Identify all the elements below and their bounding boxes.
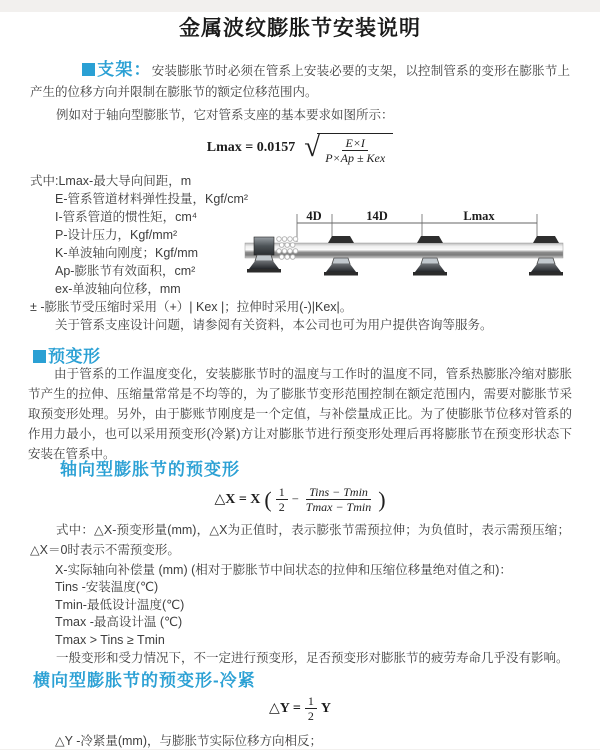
close-paren: ) bbox=[378, 486, 386, 512]
supports-intro-text: 安装膨胀节时必须在管系上安装必要的支架，以控制管系的变形在膨胀节上产生的位移方向并限制在膨胀节的额定位移范围内。 bbox=[30, 64, 570, 99]
formula-lmax-denominator: P×Ap ± Kex bbox=[325, 151, 386, 166]
formula-lmax-lhs: Lmax = 0.0157 bbox=[206, 139, 296, 155]
definition-line: 关于管系支座设计问题，请参阅有关资料，本公司也可为用户提供咨询等服务。 bbox=[55, 317, 493, 332]
formula-dx-lhs: △X = X bbox=[214, 492, 261, 508]
radical-sign-icon: √ bbox=[304, 131, 321, 163]
definition-line: Tmax -最高设计温 (℃) bbox=[55, 615, 183, 630]
section-bullet-icon bbox=[33, 350, 46, 363]
definition-line: I-管系管道的惯性矩，cm⁴ bbox=[55, 209, 198, 224]
page-title: 金属波纹膨胀节安装说明 bbox=[179, 17, 421, 40]
axial-explain-text: 式中：△X-预变形量(mm)，△X为正值时，表示膨张节需预拉伸；为负值时，表示需预压缩；△X＝0时表示不需预变形。 bbox=[30, 522, 570, 557]
definition-line: Tins -安装温度(℃) bbox=[55, 580, 159, 595]
frac-half-num: 1 bbox=[305, 694, 317, 709]
frac-half-num: 1 bbox=[276, 485, 288, 500]
dim-label-lmax: Lmax bbox=[463, 209, 495, 223]
frac-temp-den: Tmax − Tmin bbox=[305, 500, 372, 515]
formula-lmax bbox=[0, 130, 600, 166]
formula-dy-lhs: △Y = bbox=[269, 701, 301, 717]
document-page bbox=[0, 12, 600, 749]
radical-root bbox=[304, 130, 393, 166]
section-predeform bbox=[33, 342, 600, 364]
open-paren: ( bbox=[264, 486, 272, 512]
formula-dy-rhs: Y bbox=[320, 700, 331, 716]
minus-sign: − bbox=[291, 492, 299, 507]
formula-delta-x bbox=[0, 482, 600, 518]
definition-line: 式中:Lmax-最大导向间距，m bbox=[30, 173, 192, 188]
subheading-axial-predeform: 轴向型膨胀节的预变形 bbox=[60, 459, 240, 479]
definition-line: Ap-膨胀节有效面积，cm² bbox=[55, 263, 196, 278]
section-bullet-icon bbox=[82, 63, 95, 76]
definition-line: E-管系管道材料弹性投量，Kgf/cm² bbox=[55, 191, 249, 206]
formula-delta-y bbox=[0, 693, 600, 725]
supports-paragraph bbox=[30, 59, 570, 103]
predeform-paragraph: 由于管系的工作温度变化，安装膨胀节时的温度与工作时的温度不同，管系热膨胀冷缩对膨胀节产生的拉伸、压缩量常常是不均等的，为了膨胀节变形范围控制在额定范围内，需要对膨胀节采取预变形处理。另外，由于膨账节刚度是一个定值，与补偿量成正比。为了使膨胀节位移对管系的作用力最小，也可以采用预变形(冷紧)方让对膨胀节进行预变形处理后再将膨胀节在预变形状态下安装在管系中。 bbox=[28, 366, 572, 461]
axial-definitions bbox=[0, 562, 600, 650]
formula-lmax-numerator: E×I bbox=[342, 136, 367, 151]
definition-line: Tmax > Tins ≥ Tmin bbox=[55, 632, 165, 647]
definition-line: P-设计压力，Kgf/mm² bbox=[55, 227, 178, 242]
subheading-lateral-predeform: 横向型膨胀节的预变形-冷紧 bbox=[33, 670, 256, 690]
axial-note-text: 一般变形和受力情况下，不一定进行预变形，足否预变形对膨胀节的疲劳寿命几乎没有影响。 bbox=[56, 651, 569, 666]
lateral-note-text: △Y -冷紧量(mm)，与膨胀节实际位移方向相反； bbox=[55, 733, 323, 748]
frac-temp-num: Tins − Tmin bbox=[306, 485, 371, 500]
dim-label-14d: 14D bbox=[366, 209, 388, 223]
frac-half-den: 2 bbox=[307, 709, 314, 724]
definition-line: X-实际轴向补偿量 (mm) (相对于膨胀节中间状态的拉伸和压缩位移量绝对值之和)： bbox=[55, 562, 512, 577]
dim-label-4d: 4D bbox=[306, 209, 322, 223]
guide-spacing-diagram bbox=[238, 202, 572, 288]
definition-line: Tmin-最低设计温度(℃) bbox=[55, 597, 185, 612]
frac-half-den: 2 bbox=[278, 500, 285, 515]
definition-line: ± -膨胀节受压缩时采用（+）| Kex |；拉伸时采用(-)|Kex|。 bbox=[30, 299, 353, 314]
supports-example-text: 例如对于轴向型膨胀节，它对管系支座的基本要求如图所示： bbox=[56, 108, 394, 122]
definition-line: ex-单波轴向位移，mm bbox=[55, 281, 181, 296]
section-supports-heading: 支架： bbox=[97, 60, 152, 79]
definition-line: K-单波轴向刚度；Kgf/mm bbox=[55, 245, 199, 260]
section-predeform-heading: 预变形 bbox=[48, 346, 101, 366]
